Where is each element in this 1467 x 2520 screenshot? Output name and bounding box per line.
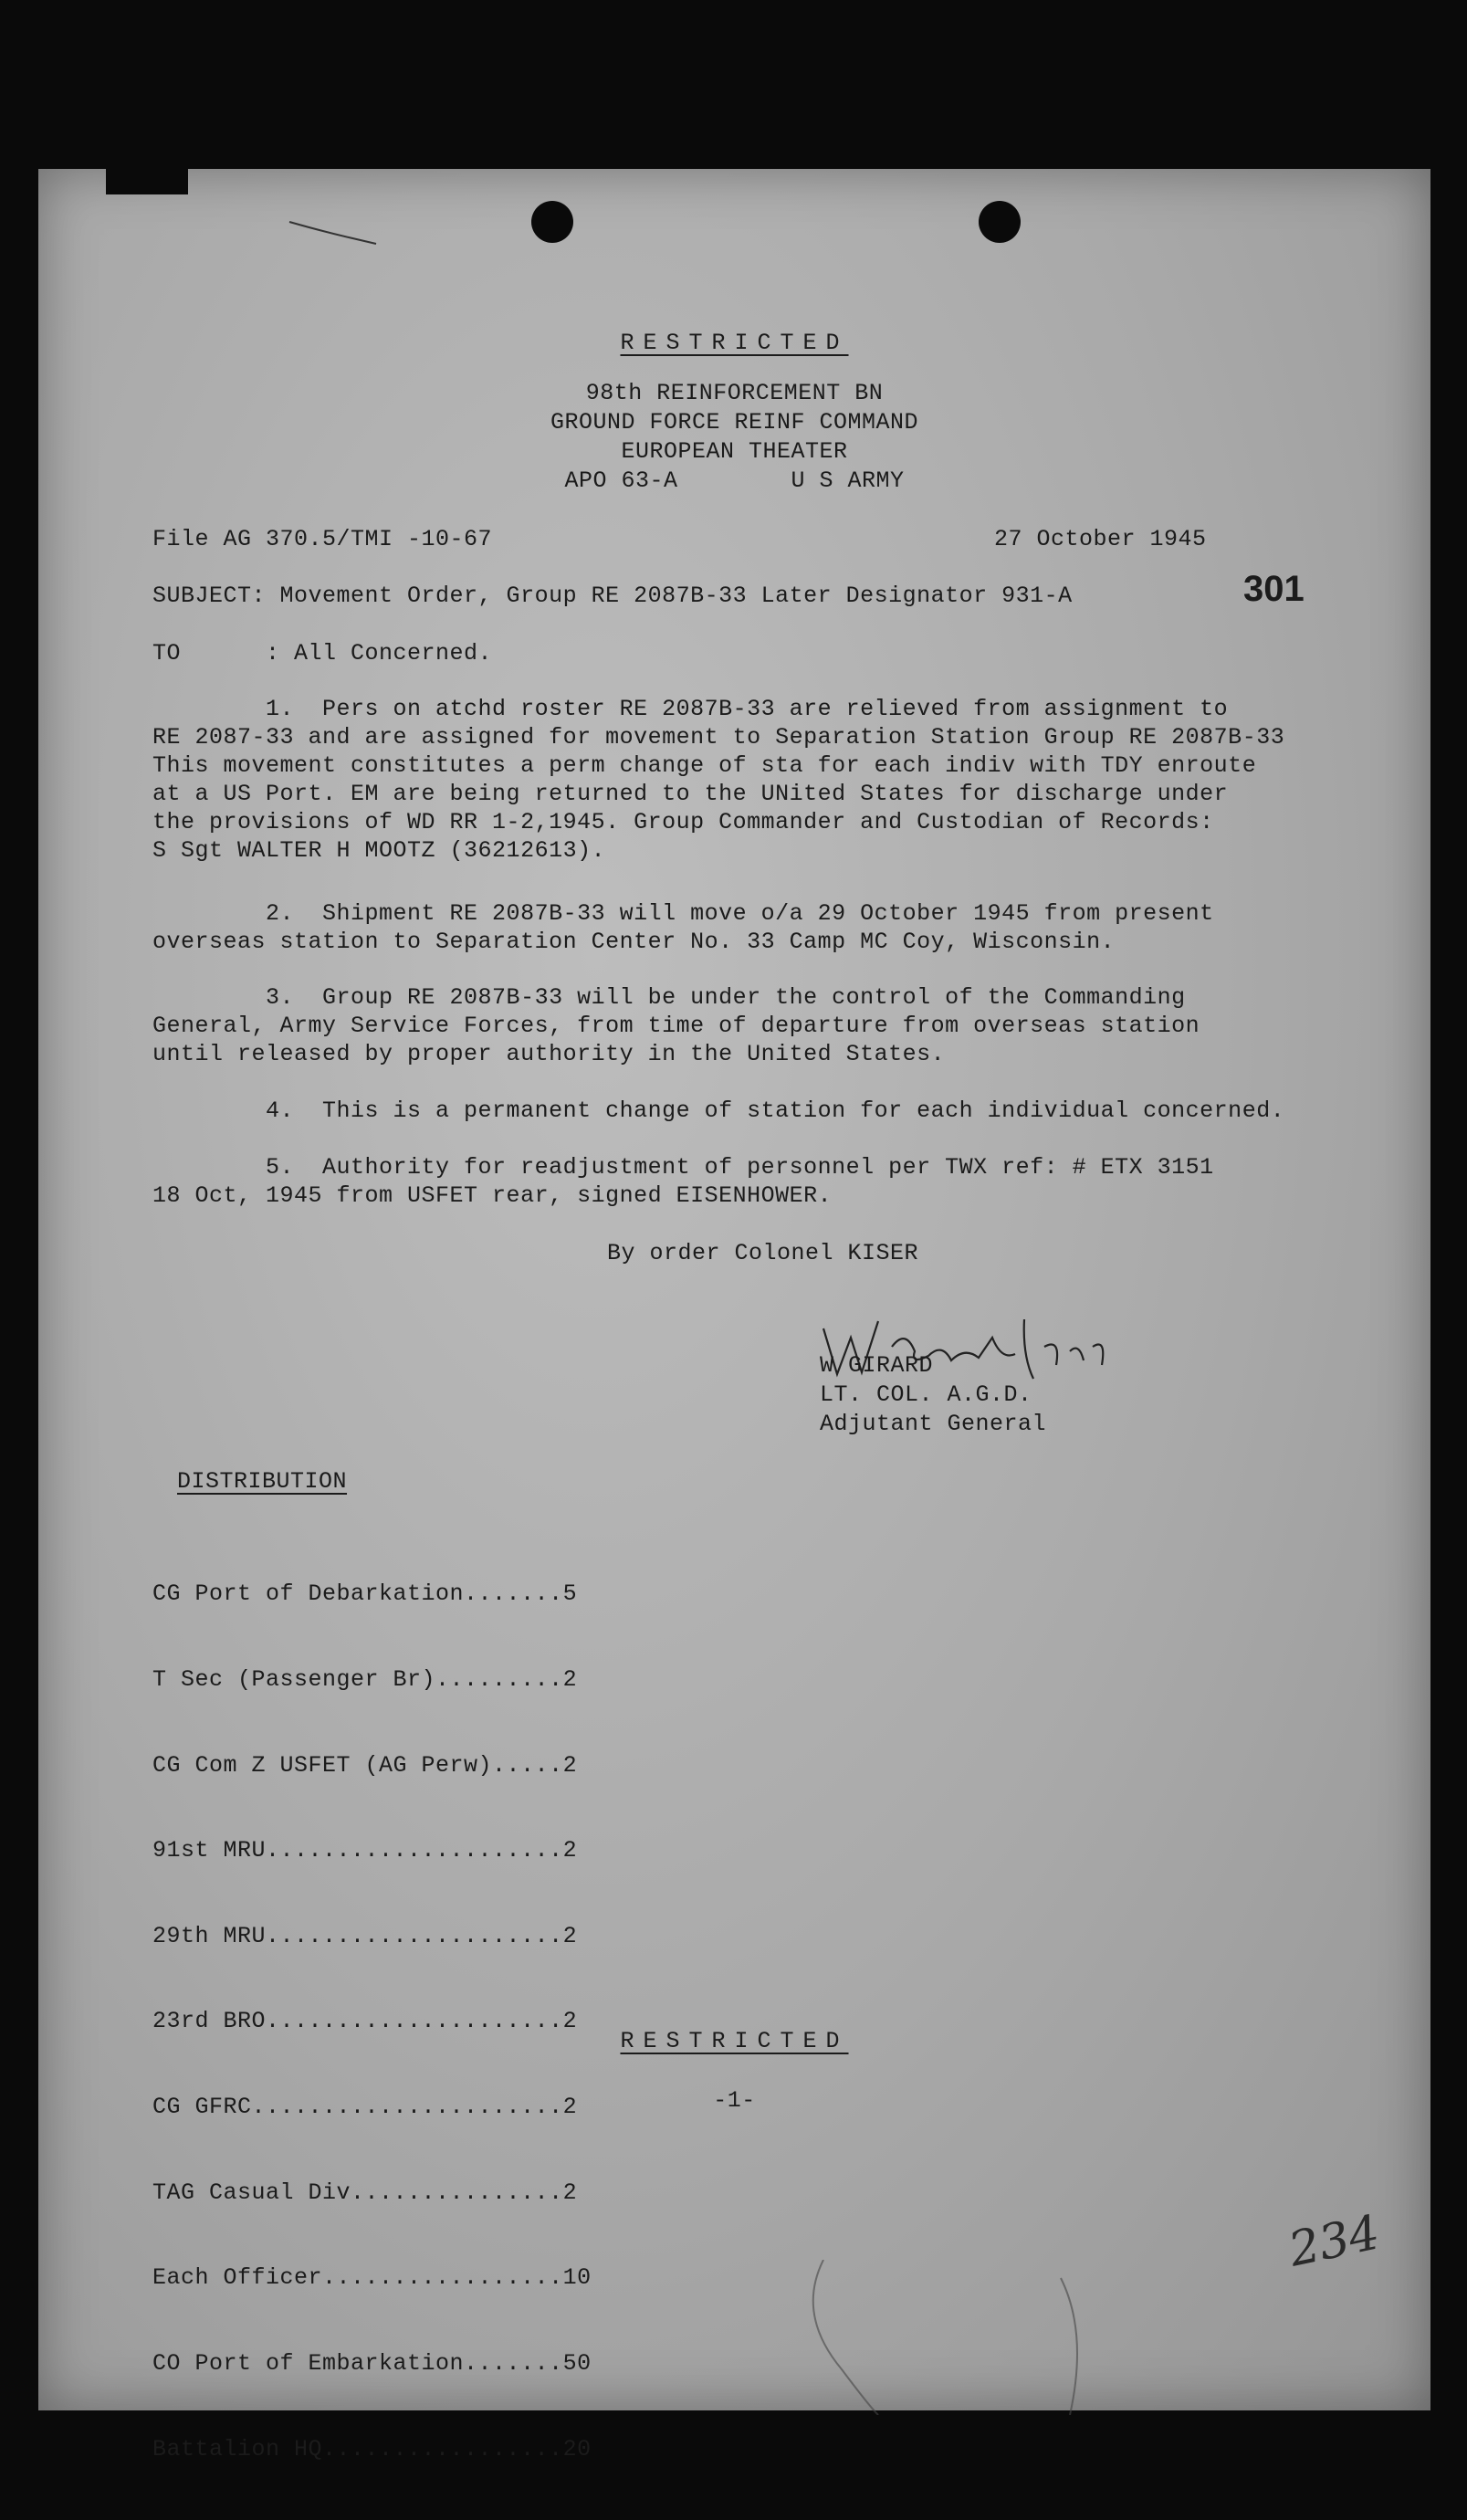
distribution-list <box>152 1523 592 2520</box>
list-item: CG Port of Debarkation.......5 <box>152 1580 578 1608</box>
unit-line-3: EUROPEAN THEATER <box>621 438 848 465</box>
signer-rank: LT. COL. A.G.D. <box>820 1381 1032 1408</box>
list-item: 23rd BRO.....................2 <box>152 2008 578 2035</box>
document-date: 27 October 1945 <box>994 526 1207 552</box>
list-item: 91st MRU.....................2 <box>152 1837 578 1864</box>
unit-line-2: GROUND FORCE REINF COMMAND <box>550 409 919 436</box>
file-reference: File AG 370.5/TMI -10-67 <box>152 526 493 552</box>
order-line: By order Colonel KISER <box>607 1240 919 1266</box>
list-item: Each Officer.................10 <box>152 2264 592 2292</box>
classification-header: RESTRICTED <box>620 330 849 356</box>
signer-title: Adjutant General <box>820 1411 1047 1437</box>
punch-hole <box>531 201 573 243</box>
paper-crease-mark <box>787 2260 1097 2415</box>
list-item: 29th MRU.....................2 <box>152 1922 578 1949</box>
unit-line-4: APO 63-A U S ARMY <box>564 467 905 494</box>
page-corner-tab <box>106 169 188 194</box>
list-item: TAG Casual Div...............2 <box>152 2179 578 2206</box>
unit-line-1: 98th REINFORCEMENT BN <box>585 380 884 406</box>
distribution-heading: DISTRIBUTION <box>177 1468 348 1495</box>
signer-name: W GIRARD <box>820 1352 934 1379</box>
stamp-number: 301 <box>1243 569 1305 609</box>
list-item: CG GFRC......................2 <box>152 2094 578 2121</box>
document-page: RESTRICTED 98th REINFORCEMENT BN GROUND FORCE REINF COMMAND EUROPEAN THEATER APO 63-A U S ARMY File AG 370.5/TMI -10-67 27 October 1945 301 SUBJECT: Movement Order, Group RE 2087B-33 Later Designator 931-A TO : All Concerned. 1. Pers on atchd roster RE 2087B-33 are relieved from assignment to RE 2087-33 and are assigned for movement to Separation Station Group RE 2087B-33 This movement constitutes a perm change of sta for each indiv with TDY enroute at a US Port. EM are being returned to the UNited States for discharge under the provisions of WD RR 1-2,1945. Group Commander and Custodian of Records: S Sgt WALTER H MOOTZ (36212613). 2. Shipment RE 2087B-33 will move o/a 29 October 1945 from present overseas station to Separation Center No. 33 Camp MC Coy, Wisconsin. 3. Group RE 2087B-33 will be under the control of the Commanding General, Army Service Forces, from time of departure from overseas station until released by proper authority in the United States. 4. This is a permanent change of station for each individual concerned. 5. Authority for readjustment of personnel per TWX ref: # ETX 3151 18 Oct, 1945 from USFET rear, signed EISENHOWER. By order Colonel KISER W GIRARD LT. COL. A.G.D. Adjutant General DISTRIBUTION CG Port of Debarkation.......5 T Sec (Passenger Br).........2 CG Com Z USFET (AG Perw).....2 91st MRU.....................2 29th MRU.....................2 23rd BRO.....................2 CG GFRC......................2 TAG Casual Div...............2 Each Officer.................10 CO Port of Embarkation.......50 Battalion HQ.................20 RESTRICTED -1- 234 <box>38 169 1430 2410</box>
page-number: -1- <box>713 2087 756 2114</box>
handwritten-archive-number: 234 <box>1284 2205 1385 2278</box>
scratch-mark <box>285 215 385 251</box>
list-item: CO Port of Embarkation.......50 <box>152 2349 592 2377</box>
punch-hole <box>979 201 1021 243</box>
subject-line: SUBJECT: Movement Order, Group RE 2087B-33 Later Designator 931-A <box>152 583 1073 609</box>
list-item: T Sec (Passenger Br).........2 <box>152 1666 578 1694</box>
to-line: TO : All Concerned. <box>152 640 493 667</box>
list-item: CG Com Z USFET (AG Perw).....2 <box>152 1751 578 1779</box>
classification-footer: RESTRICTED <box>620 2028 849 2054</box>
list-item: Battalion HQ.................20 <box>152 2435 592 2462</box>
